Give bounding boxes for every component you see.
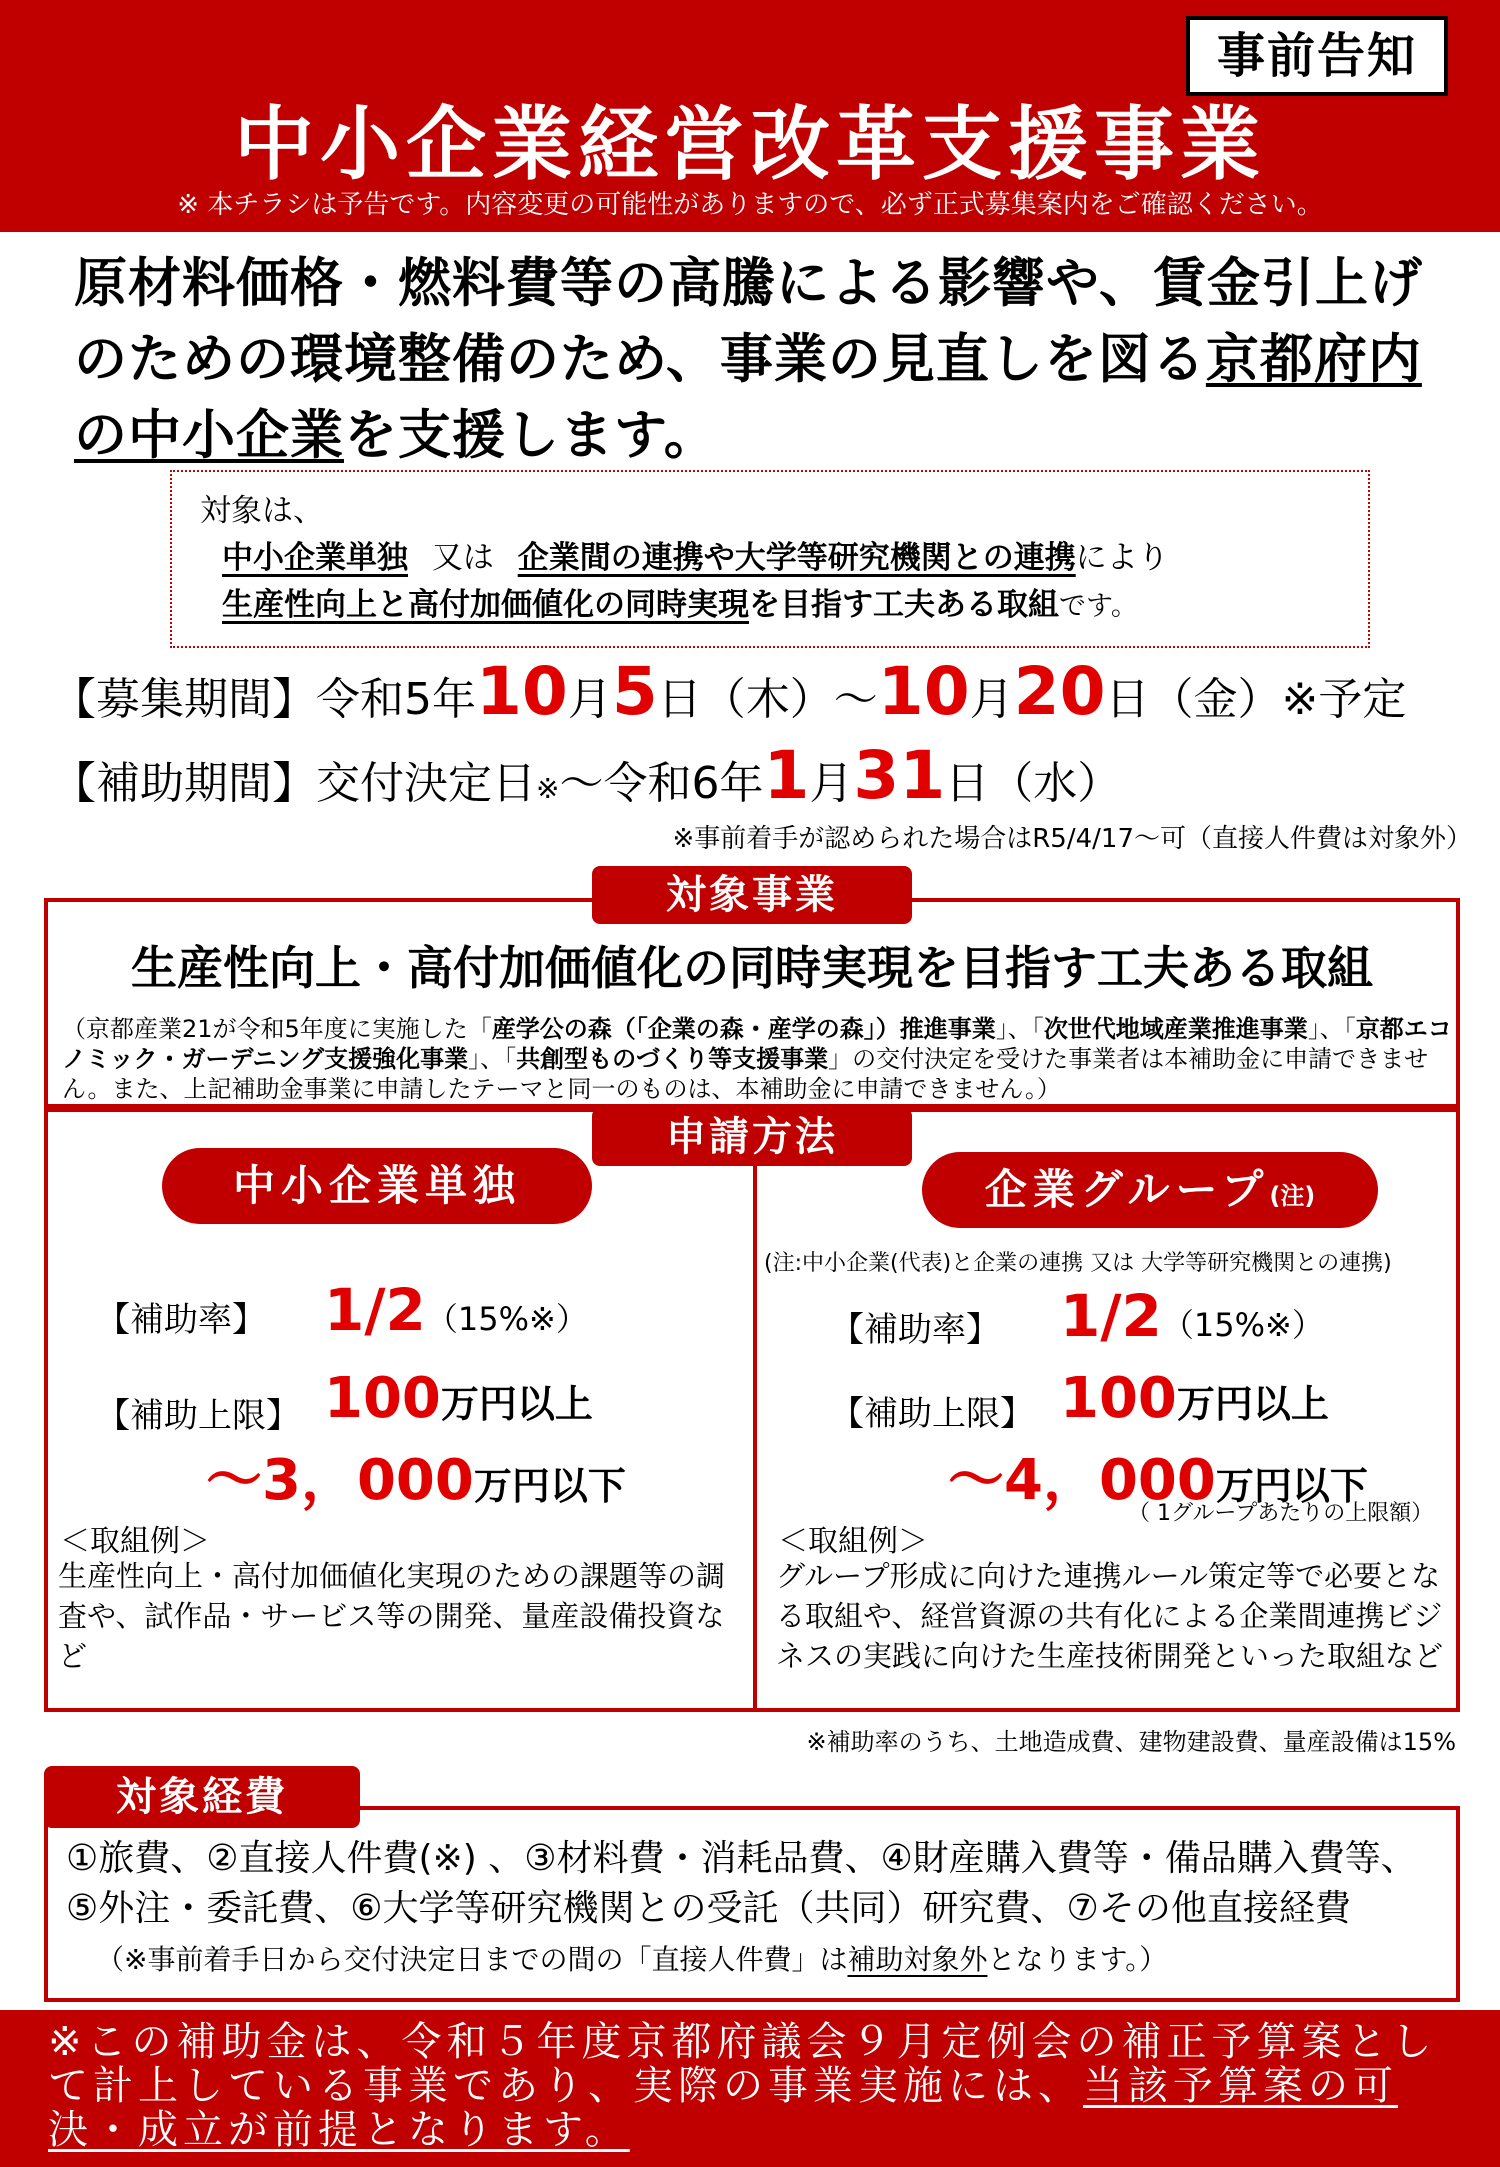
target-goal: 生産性向上と高付加価値化の同時実現 [222, 587, 749, 623]
right-cap-max-unit: 万円以下 [1215, 1464, 1368, 1508]
left-cap-min-value: 100 [324, 1366, 441, 1431]
footer-emphasis: 当該予算案の可決・成立が前提となります。 [48, 2063, 1398, 2153]
subsidy-end-month: 1 [763, 737, 810, 814]
lead-line-3-b: を支援します。 [344, 405, 718, 466]
subsidy-mark: ※ [536, 772, 560, 805]
lead-text [74, 246, 1474, 474]
right-rate-value: 1/2 [1060, 1282, 1162, 1350]
left-example-body: 生産性向上・高付加価値化実現のための課題等の調査や、試作品・サービス等の開発、量産設備投資など [58, 1559, 726, 1673]
budget-disclaimer-footer [0, 2010, 1500, 2167]
lead-emphasis-sme: の中小企業 [74, 405, 344, 466]
lead-line-3 [74, 398, 1474, 474]
target-business-tab: 対象事業 [592, 866, 912, 924]
column-divider [753, 1166, 757, 1712]
target-sme-alone: 中小企業単独 [222, 540, 408, 576]
note-g: 」、「 [468, 1045, 517, 1073]
subsidy-text-month: 月 [809, 758, 854, 809]
right-cap-note: （ 1グループあたりの上限額） [1128, 1501, 1434, 1526]
target-or: 又は [431, 540, 494, 576]
target-effort: を目指す工夫ある取組 [749, 587, 1059, 623]
right-example-head: ＜取組例＞ [778, 1524, 928, 1559]
left-example-head: ＜取組例＞ [60, 1524, 210, 1559]
left-rate-label: 【補助率】 [96, 1300, 266, 1340]
target-line-3 [200, 582, 1340, 630]
left-rate-note: （15%※） [425, 1300, 588, 1338]
period-note: ※事前着手が認められた場合はR5/4/17～可（直接人件費は対象外） [672, 824, 1472, 854]
right-cap-max-value: ～4，000 [948, 1448, 1216, 1513]
target-collaboration: 企業間の連携や大学等研究機関との連携 [517, 540, 1076, 576]
left-cap-max-value: ～3，000 [206, 1448, 474, 1513]
left-rate [324, 1276, 588, 1344]
subsidy-end-day: 31 [853, 737, 946, 814]
group-subnote: (注:中小企業(代表)と企業の連携 又は 大学等研究機関との連携) [764, 1251, 1392, 1276]
note-i: 」の交付決定を受けた事業者は本補助金に申請できません。また、上記補助金事業に申請したテーマと同一のものは、本補助金に申請できません。） [62, 1045, 1429, 1103]
recruit-text-month-2: 月 [969, 674, 1014, 725]
note-a: （京都産業21が令和5年度に実施した「 [62, 1015, 492, 1043]
right-cap-min [1060, 1366, 1329, 1431]
note-program-2: 次世代地域産業推進事業 [1043, 1015, 1308, 1043]
note-e: 」、「 [1307, 1015, 1356, 1043]
target-line-2 [200, 535, 1340, 582]
left-cap-max-unit: 万円以下 [473, 1464, 626, 1508]
left-cap-max [206, 1436, 626, 1516]
advance-notice-badge: 事前告知 [1186, 16, 1448, 96]
recruit-start-month: 10 [476, 653, 568, 730]
group-title: 企業グループ [984, 1165, 1270, 1214]
sme-alone-pill: 中小企業単独 [162, 1148, 592, 1224]
page-title: 中小企業経営改革支援事業 [234, 98, 1266, 191]
subsidy-period [52, 737, 1122, 825]
header-notice: ※ 本チラシは予告です。内容変更の可能性がありますので、必ず正式募集案内をご確認ください。 [177, 190, 1323, 220]
expenses-note-excluded: 補助対象外 [847, 1943, 988, 1976]
note-program-3: 京都エコノミック・ガーデニング支援強化事業 [62, 1015, 1452, 1073]
target-description-box [170, 470, 1370, 648]
expenses-line-1: ①旅費、②直接人件費(※) 、③材料費・消耗品費、④財産購入費等・備品購入費等、 [66, 1838, 1417, 1879]
application-method-tab: 申請方法 [592, 1108, 912, 1166]
lead-line-2-a: のための環境整備のため、事業の見直しを図る [74, 329, 1206, 390]
right-cap-label: 【補助上限】 [830, 1394, 1034, 1434]
left-cap-label: 【補助上限】 [96, 1396, 300, 1436]
footer-text: ※この補助金は、令和５年度京都府議会９月定例会の補正予算案として計上している事業であり、実際の事業実施には、 [48, 2019, 1437, 2109]
recruit-label: 【募集期間】令和5年 [52, 674, 476, 725]
lead-emphasis-kyoto: 京都府内 [1205, 329, 1422, 390]
left-cap-min [324, 1366, 593, 1431]
subsidy-text-day: 日（水） [945, 758, 1122, 809]
note-program-4: 共創型ものづくり等支援事業 [516, 1045, 829, 1073]
eligible-expenses-tab: 対象経費 [44, 1766, 360, 1828]
right-example-body: グループ形成に向けた連携ルール策定等で必要となる取組や、経営資源の共有化による企業間連携ビジネスの実践に向けた生産技術開発といった取組など [776, 1559, 1444, 1673]
lead-line-2 [74, 322, 1474, 398]
recruit-text-day: 日（木）～ [657, 674, 878, 725]
left-rate-value: 1/2 [324, 1276, 426, 1344]
subsidy-label: 【補助期間】交付決定日 [52, 758, 536, 809]
group-title-note: (注) [1269, 1182, 1316, 1210]
note-c: 」、「 [995, 1015, 1044, 1043]
eligible-expenses-list [66, 1834, 1446, 1934]
subsidy-text-1: ～令和6年 [559, 758, 764, 809]
recruit-end-day: 20 [1013, 653, 1106, 730]
target-intro: 対象は、 [200, 493, 324, 529]
right-rate [1060, 1282, 1324, 1350]
target-by: により [1075, 540, 1169, 576]
right-cap-min-value: 100 [1060, 1366, 1177, 1431]
recruit-start-day: 5 [611, 653, 658, 730]
recruitment-period [52, 653, 1407, 736]
target-business-headline: 生産性向上・高付加価値化の同時実現を目指す工夫ある取組 [131, 941, 1373, 995]
note-program-1: 産学公の森（「企業の森・産学の森」）推進事業 [491, 1015, 996, 1043]
right-rate-label: 【補助率】 [830, 1310, 1000, 1350]
expenses-note [96, 1938, 1167, 1978]
recruit-end-month: 10 [877, 653, 970, 730]
rate-footnote: ※補助率のうち、土地造成費、建物建設費、量産設備は15% [806, 1728, 1456, 1756]
target-desu: です。 [1059, 591, 1138, 622]
expenses-line-2: ⑤外注・委託費、⑥大学等研究機関との受託（共同）研究費、⑦その他直接経費 [66, 1888, 1351, 1929]
target-business-note [62, 1014, 1452, 1104]
recruit-text-month: 月 [567, 674, 612, 725]
expenses-note-a: （※事前着手日から交付決定日までの間の「直接人件費」は [96, 1943, 848, 1976]
lead-line-1: 原材料価格・燃料費等の高騰による影響や、賃金引上げ [74, 253, 1423, 314]
right-rate-note: （15%※） [1161, 1306, 1324, 1344]
recruit-text-end: 日（金）※予定 [1105, 674, 1407, 725]
left-cap-min-unit: 万円以上 [440, 1382, 593, 1426]
expenses-note-c: となります。） [987, 1943, 1168, 1976]
right-cap-min-unit: 万円以上 [1176, 1382, 1329, 1426]
enterprise-group-pill [922, 1152, 1378, 1228]
